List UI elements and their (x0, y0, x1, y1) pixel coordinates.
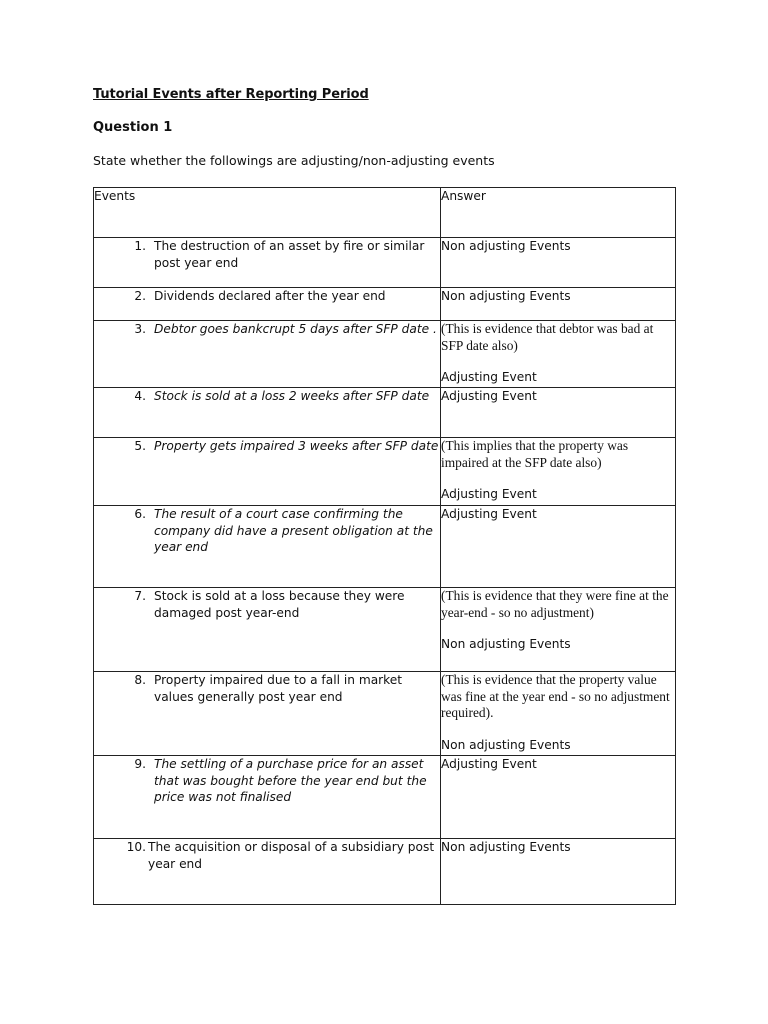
answer-label: Non adjusting Events (441, 289, 571, 303)
answer-label: Non adjusting Events (441, 737, 571, 752)
answer-cell (441, 506, 676, 588)
table-row (94, 672, 676, 756)
answer-note: (This is evidence that the property value was fine at the year end - so no adjustment required). (441, 672, 670, 720)
table-row (94, 388, 676, 438)
answer-label: Adjusting Event (441, 507, 537, 521)
event-text: Debtor goes bankcrupt 5 days after SFP date . (154, 322, 437, 336)
table-header-row (94, 188, 676, 238)
event-number: 3. (134, 322, 146, 336)
event-number: 6. (134, 507, 146, 521)
events-table (93, 187, 676, 905)
question-heading: Question 1 (93, 120, 173, 135)
event-number: 5. (134, 439, 146, 453)
event-cell (94, 388, 441, 438)
answer-label: Adjusting Event (441, 757, 537, 771)
answer-note: (This is evidence that debtor was bad at SFP date also) (441, 321, 654, 353)
event-number: 4. (134, 389, 146, 403)
table-row (94, 839, 676, 905)
event-text: Stock is sold at a loss because they were damaged post year-end (154, 589, 405, 620)
answer-label: Adjusting Event (441, 370, 537, 384)
event-text: The result of a court case confirming the company did have a present obligation at the year end (154, 507, 433, 554)
event-number: 9. (134, 757, 146, 771)
event-text: Stock is sold at a loss 2 weeks after SFP date (154, 389, 430, 403)
event-number: 10. (126, 840, 146, 854)
table-row (94, 756, 676, 839)
table-row (94, 588, 676, 672)
event-cell (94, 321, 441, 388)
event-cell (94, 756, 441, 839)
event-number: 7. (134, 589, 146, 603)
event-text: Property impaired due to a fall in market values generally post year end (154, 673, 403, 704)
answer-column-header: Answer (441, 188, 676, 238)
event-cell (94, 288, 441, 321)
answer-cell (441, 321, 676, 388)
answer-label: Non adjusting Events (441, 840, 571, 854)
answer-cell (441, 588, 676, 672)
answer-label: Non adjusting Events (441, 637, 571, 651)
answer-cell (441, 438, 676, 506)
instruction-text: State whether the followings are adjusting/non-adjusting events (93, 153, 495, 168)
table-row (94, 288, 676, 321)
table-row (94, 238, 676, 288)
event-cell (94, 839, 441, 905)
event-cell (94, 672, 441, 756)
answer-cell (441, 672, 676, 756)
event-text: Property gets impaired 3 weeks after SFP date (154, 439, 439, 453)
answer-label: Non adjusting Events (441, 239, 571, 253)
event-number: 2. (134, 289, 146, 303)
event-text: Dividends declared after the year end (154, 289, 386, 303)
document-title: Tutorial Events after Reporting Period (93, 87, 369, 102)
answer-cell (441, 839, 676, 905)
event-cell (94, 238, 441, 288)
event-number: 8. (134, 673, 146, 687)
answer-label: Adjusting Event (441, 487, 537, 501)
answer-cell (441, 238, 676, 288)
event-text: The settling of a purchase price for an asset that was bought before the year end but the price was not finalised (154, 757, 427, 804)
answer-cell (441, 756, 676, 839)
answer-cell (441, 288, 676, 321)
event-cell (94, 438, 441, 506)
event-text: The destruction of an asset by fire or similar post year end (154, 239, 425, 270)
event-cell (94, 588, 441, 672)
answer-cell (441, 388, 676, 438)
table-row (94, 506, 676, 588)
answer-note: (This is evidence that they were fine at the year-end - so no adjustment) (441, 588, 669, 620)
events-column-header: Events (94, 188, 441, 238)
event-cell (94, 506, 441, 588)
answer-note: (This implies that the property was impaired at the SFP date also) (441, 438, 629, 470)
answer-label: Adjusting Event (441, 389, 537, 403)
table-row (94, 321, 676, 388)
event-number: 1. (134, 239, 146, 253)
table-row (94, 438, 676, 506)
event-text: The acquisition or disposal of a subsidiary post year end (148, 840, 435, 871)
